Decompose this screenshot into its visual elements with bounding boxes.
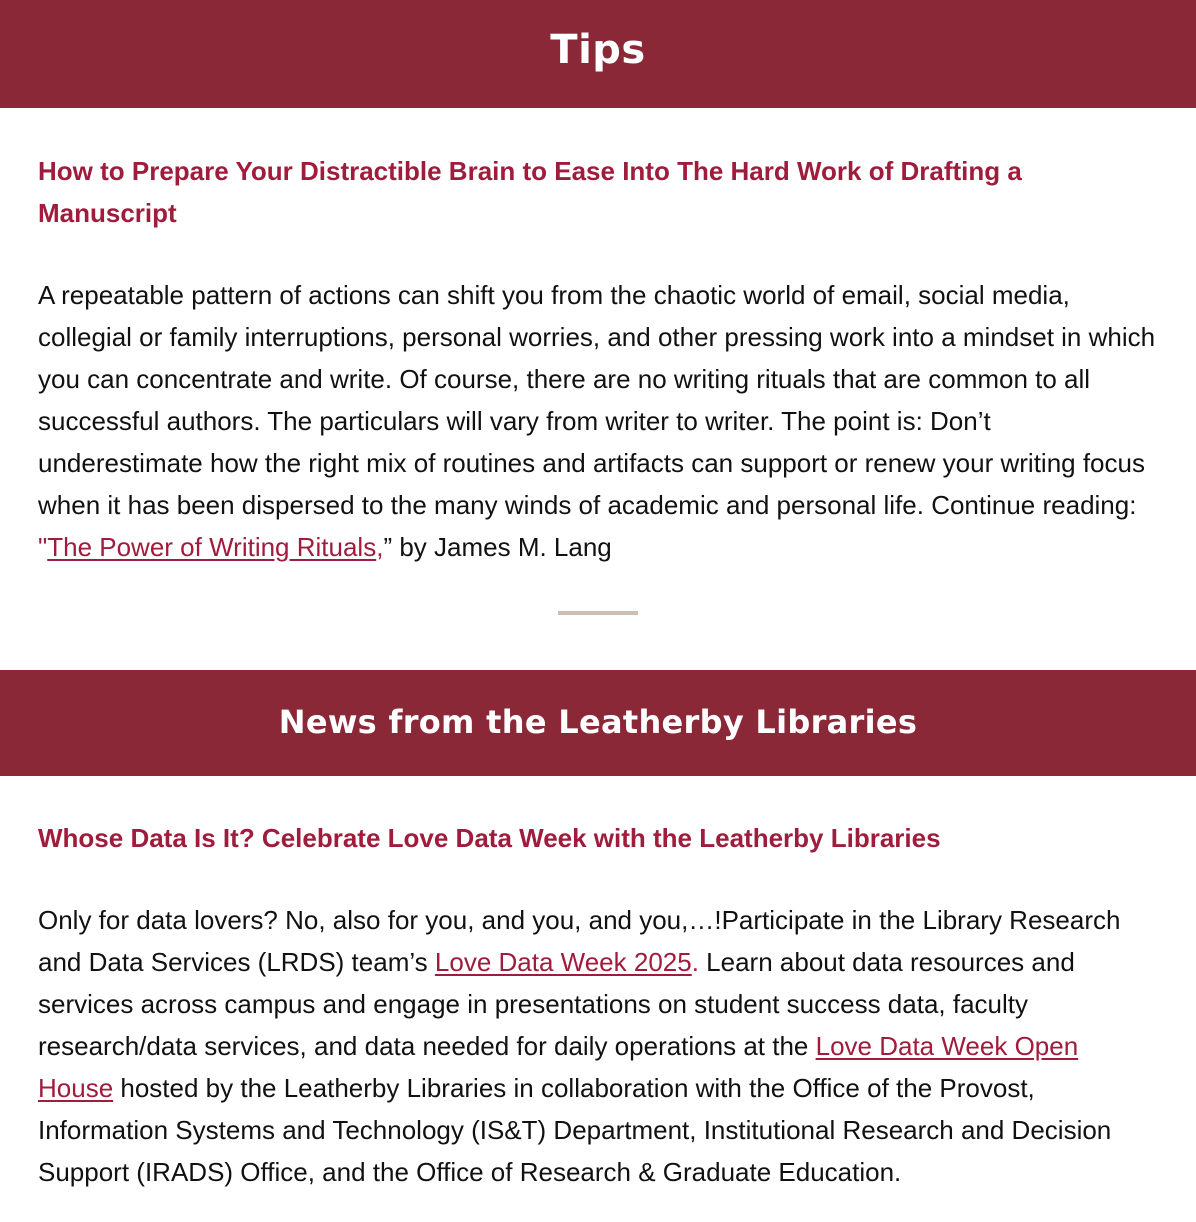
tips-banner (0, 0, 1196, 108)
tips-article-body (38, 274, 1158, 568)
tips-article-byline: ” by James M. Lang (383, 532, 612, 562)
section-divider-wrap (38, 611, 1158, 629)
tips-article-body-text: A repeatable pattern of actions can shift you from the chaotic world of email, social media, collegial or family interruptions, personal worries, and other pressing work into a mindset in which you can concentrate and write. Of course, there are no writing rituals that are common to all successful authors. The particulars will vary from writer to writer. The point is: Don’t underestimate how the right mix of routines and artifacts can support or renew your writing focus when it has been dispersed to the many winds of academic and personal life. Continue reading: (38, 280, 1156, 520)
tips-section (0, 150, 1196, 629)
news-article-body (38, 899, 1158, 1193)
news-article-text-2: Learn about data resources and services across campus and engage in presentations on student success data, faculty research/data services, and data needed for daily operations at the (38, 947, 1075, 1061)
tips-article-heading: How to Prepare Your Distractible Brain to Ease Into The Hard Work of Drafting a Manuscript (38, 156, 1022, 228)
link-period: . (691, 947, 699, 977)
love-data-week-2025-link[interactable]: Love Data Week 2025 (434, 947, 692, 977)
news-banner (0, 670, 1196, 776)
tips-banner-title: Tips (550, 27, 646, 73)
link-comma: , (376, 532, 384, 562)
news-section (0, 817, 1196, 1193)
news-article-text-1: Only for data lovers? No, also for you, and you, and you,…!Participate in the Library Research and Data Services (LRDS) team’s (38, 905, 1121, 977)
writing-rituals-link[interactable]: The Power of Writing Rituals (47, 532, 377, 562)
news-article-text-3: hosted by the Leatherby Libraries in collaboration with the Office of the Provost, Information Systems and Technology (IS&T) Department, Institutional Research and Decision Support (IRADS) Office, and the Office of Research & Graduate Education. (38, 1073, 1112, 1187)
love-data-week-open-house-link[interactable]: Love Data Week Open House (38, 1031, 1079, 1103)
open-quote: " (38, 532, 48, 562)
news-article-heading: Whose Data Is It? Celebrate Love Data Week with the Leatherby Libraries (38, 823, 941, 853)
news-banner-title: News from the Leatherby Libraries (278, 703, 918, 741)
section-divider (558, 611, 638, 615)
